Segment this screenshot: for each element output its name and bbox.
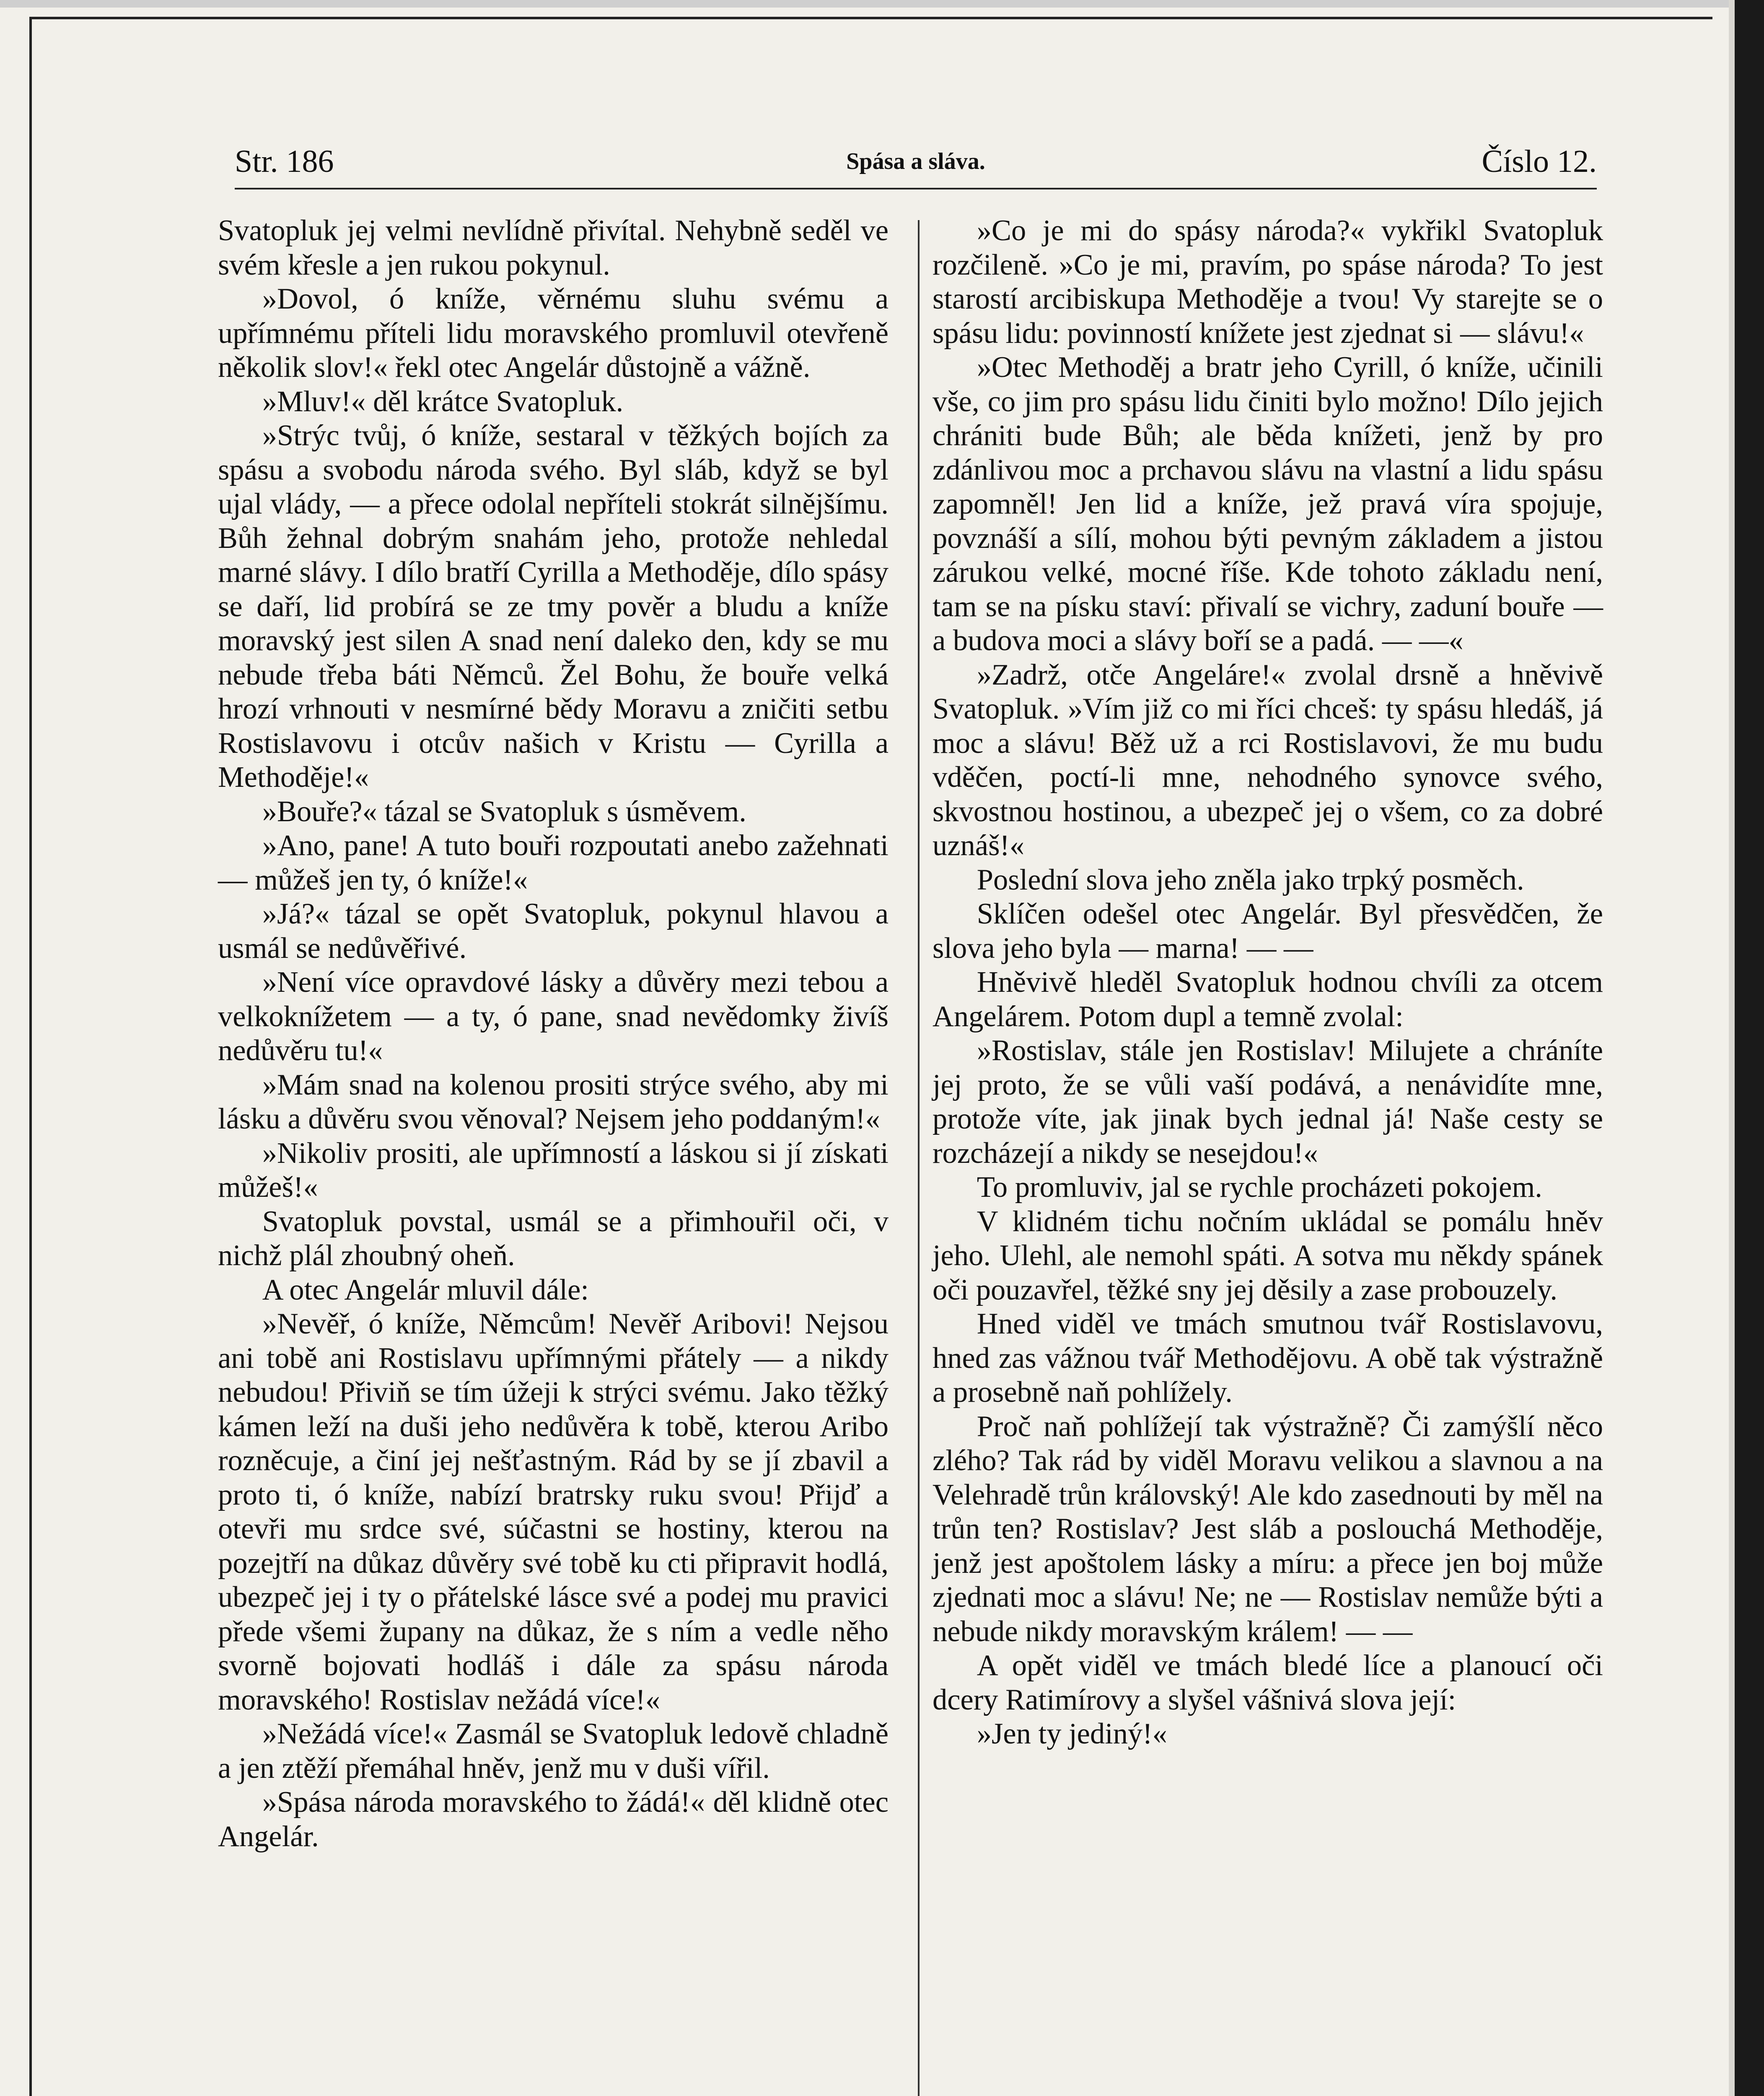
- paragraph: »Bouře?« tázal se Svatopluk s úsměvem.: [262, 795, 746, 828]
- paragraph: »Spása národa moravského to žádá!« děl klidně otec Angelár.: [218, 1786, 888, 1853]
- paragraph: »Jen ty jediný!«: [977, 1717, 1168, 1750]
- paragraph: »Otec Methoděj a bratr jeho Cyrill, ó kníže, učinili vše, co jim pro spásu lidu činiti bylo možno! Dílo jejich chrániti bude Bůh; ale běda knížeti, jenž by pro zdánlivou moc a prchavou slávu na vlastní a lidu spásu zapomněl! Jen lid a kníže, jež pravá víra spojuje, povznáší a sílí, mohou býti pevným základem a jistou zárukou velké, mocné říše. Kde tohoto základu není, tam se na písku staví: přivalí se vichry, zaduní bouře — a budova moci a slávy boří se a padá. — —«: [933, 351, 1603, 657]
- running-head: [235, 138, 1597, 189]
- paragraph: Proč naň pohlížejí tak výstražně? Či zamýšlí něco zlého? Tak rád by viděl Moravu velikou a slavnou a na Velehradě trůn královský! Ale kdo zasednouti by měl na trůn ten? Rostislav? Jest sláb a poslouchá Methoděje, jenž jest apoštolem lásky a míru: a přece jen boj může zjednati moc a slávu! Ne; ne — Rostislav nemůže býti a nebude nikdy moravským králem! — —: [933, 1410, 1603, 1648]
- paragraph: A otec Angelár mluvil dále:: [262, 1273, 589, 1306]
- paragraph: Hned viděl ve tmách smutnou tvář Rostislavovu, hned zas vážnou tvář Methodějovu. A obě tak výstražně a prosebně naň pohlížely.: [933, 1307, 1603, 1409]
- paragraph: »Dovol, ó kníže, věrnému sluhu svému a upřímnému příteli lidu moravského promluvil otevřeně několik slov!« řekl otec Angelár důstojně a vážně.: [218, 283, 888, 384]
- paragraph: A opět viděl ve tmách bledé líce a planoucí oči dcery Ratimírovy a slyšel vášnivá slova její:: [933, 1649, 1603, 1716]
- paragraph: »Já?« tázal se opět Svatopluk, pokynul hlavou a usmál se nedůvěřivé.: [218, 898, 888, 965]
- paragraph: »Mluv!« děl krátce Svatopluk.: [262, 385, 624, 418]
- paragraph: »Nevěř, ó kníže, Němcům! Nevěř Aribovi! Nejsou ani tobě ani Rostislavu upřímnými přátely — a nikdy nebudou! Přiviň se tím úžeji k strýci svému. Jako těžký kámen leží na duši jeho nedůvěra k tobě, kterou Aribo rozněcuje, a činí jej nešťastným. Rád by se jí zbavil a proto ti, ó kníže, nabízí bratrsky ruku svou! Přijď a otevři mu srdce své, súčastni se hostiny, kterou na pozejtří na důkaz důvěry své tobě ku cti připravit hodlá, ubezpeč jej i ty o přátelské lásce své a podej mu pravici přede všemi župany na důkaz, že s ním a vedle něho svorně bojovati hodláš i dále za spásu národa moravského! Rostislav nežádá více!«: [218, 1307, 888, 1716]
- paragraph: »Nikoliv prositi, ale upřímností a láskou si jí získati můžeš!«: [218, 1136, 888, 1204]
- scan-edge-right: [1735, 0, 1764, 2096]
- paragraph: Svatopluk jej velmi nevlídně přivítal. Nehybně seděl ve svém křesle a jen rukou pokynul.: [218, 214, 888, 281]
- paragraph: V klidném tichu nočním ukládal se pomálu hněv jeho. Ulehl, ale nemohl spáti. A sotva mu někdy spánek oči pouzavřel, těžké sny jej děsily a zase probouzely.: [933, 1205, 1603, 1306]
- paragraph: »Nežádá více!« Zasmál se Svatopluk ledově chladně a jen ztěží přemáhal hněv, jenž mu v duši vířil.: [218, 1717, 888, 1785]
- paragraph: Poslední slova jeho zněla jako trpký posměch.: [977, 863, 1524, 896]
- paragraph: »Strýc tvůj, ó kníže, sestaral v těžkých bojích za spásu a svobodu národa svého. Byl sláb, když se byl ujal vlády, — a přece odolal nepříteli stokrát silnějšímu. Bůh žehnal dobrým snahám jeho, protože nehledal marné slávy. I dílo bratří Cyrilla a Methoděje, dílo spásy se daří, lid probírá se ze tmy pověr a bludu a kníže moravský jest silen A snad není daleko den, kdy se mu nebude třeba báti Němců. Žel Bohu, že bouře velká hrozí vrhnouti v nesmírné bědy Moravu a zničiti setbu Rostislavovu i otcův našich v Kristu — Cyrilla a Methoděje!«: [218, 419, 888, 794]
- left-column: [218, 214, 888, 1854]
- header-rule: [235, 188, 1597, 189]
- paragraph: Svatopluk povstal, usmál se a přimhouřil oči, v nichž plál zhoubný oheň.: [218, 1205, 888, 1272]
- paragraph: »Rostislav, stále jen Rostislav! Milujete a chráníte jej proto, že se vůli vaší podává, a nenávidíte mne, protože víte, jak jinak bych jednal já! Naše cesty se rozcházejí a nikdy se nesejdou!«: [933, 1034, 1603, 1170]
- paragraph: »Zadrž, otče Angeláre!« zvolal drsně a hněvivě Svatopluk. »Vím již co mi říci chceš: ty spásu hledáš, já moc a slávu! Běž už a rci Rostislavovi, že mu budu vděčen, poctí-li mne, nehodného synovce svého, skvostnou hostinou, a ubezpeč jej o všem, co za dobré uznáš!«: [933, 658, 1603, 862]
- paragraph: Sklíčen odešel otec Angelár. Byl přesvědčen, že slova jeho byla — marna! — —: [933, 898, 1603, 965]
- right-column: [933, 214, 1603, 1751]
- issue-number: Číslo 12.: [1482, 144, 1597, 179]
- paragraph: To promluviv, jal se rychle procházeti pokojem.: [977, 1171, 1542, 1204]
- journal-title: Spása a sláva.: [846, 148, 985, 174]
- scan-edge-top: [0, 0, 1764, 8]
- paragraph: Hněvivě hleděl Svatopluk hodnou chvíli za otcem Angelárem. Potom dupl a temně zvolal:: [933, 966, 1603, 1033]
- column-divider: [918, 220, 920, 2096]
- paragraph: »Co je mi do spásy národa?« vykřikl Svatopluk rozčileně. »Co je mi, pravím, po spáse národa? To jest starostí arcibiskupa Methoděje a tvou! Vy starejte se o spásu lidu: povinností knížete jest zjednat si — slávu!«: [933, 214, 1603, 350]
- paragraph: »Není více opravdové lásky a důvěry mezi tebou a velkoknížetem — a ty, ó pane, snad nevědomky živíš nedůvěru tu!«: [218, 966, 888, 1067]
- page-number: Str. 186: [235, 144, 334, 179]
- paragraph: »Ano, pane! A tuto bouři rozpoutati anebo zažehnati — můžeš jen ty, ó kníže!«: [218, 829, 888, 896]
- paragraph: »Mám snad na kolenou prositi strýce svého, aby mi lásku a důvěru svou věnoval? Nejsem jeho poddaným!«: [218, 1068, 888, 1135]
